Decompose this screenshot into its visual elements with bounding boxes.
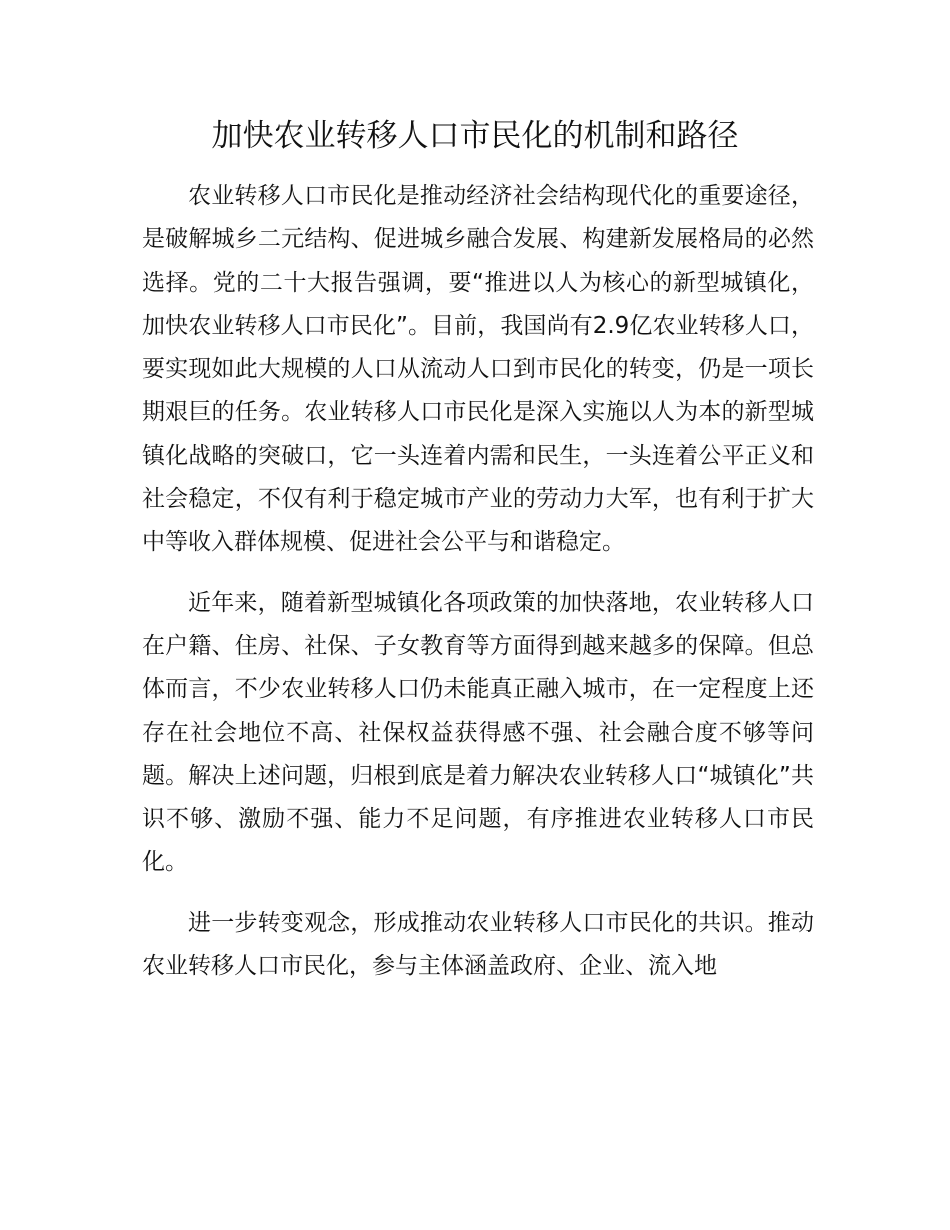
paragraph-2: 近年来，随着新型城镇化各项政策的加快落地，农业转移人口在户籍、住房、社保、子女教育等方面得到越来越多的保障。但总体而言，不少农业转移人口仍未能真正融入城市，在一定程度上还存在社会地位不高、社保权益获得感不强、社会融合度不够等问题。解决上述问题，归根到底是着力解决农业转移人口“城镇化”共识不够、激励不强、能力不足问题，有序推进农业转移人口市民化。 xyxy=(142,589,814,876)
document-body xyxy=(142,175,814,988)
paragraph-1: 农业转移人口市民化是推动经济社会结构现代化的重要途径，是破解城乡二元结构、促进城乡融合发展、构建新发展格局的必然选择。党的二十大报告强调，要“推进以人为核心的新型城镇化，加快农业转移人口市民化”。目前，我国尚有2.9亿农业转移人口，要实现如此大规模的人口从流动人口到市民化的转变，仍是一项长期艰巨的任务。农业转移人口市民化是深入实施以人为本的新型城镇化战略的突破口，它一头连着内需和民生，一头连着公平正义和社会稳定，不仅有利于稳定城市产业的劳动力大军，也有利于扩大中等收入群体规模、促进社会公平与和谐稳定。 xyxy=(142,183,814,556)
document-title: 加快农业转移人口市民化的机制和路径 xyxy=(211,118,739,154)
paragraph-3: 进一步转变观念，形成推动农业转移人口市民化的共识。推动农业转移人口市民化，参与主体涵盖政府、企业、流入地 xyxy=(142,909,814,980)
